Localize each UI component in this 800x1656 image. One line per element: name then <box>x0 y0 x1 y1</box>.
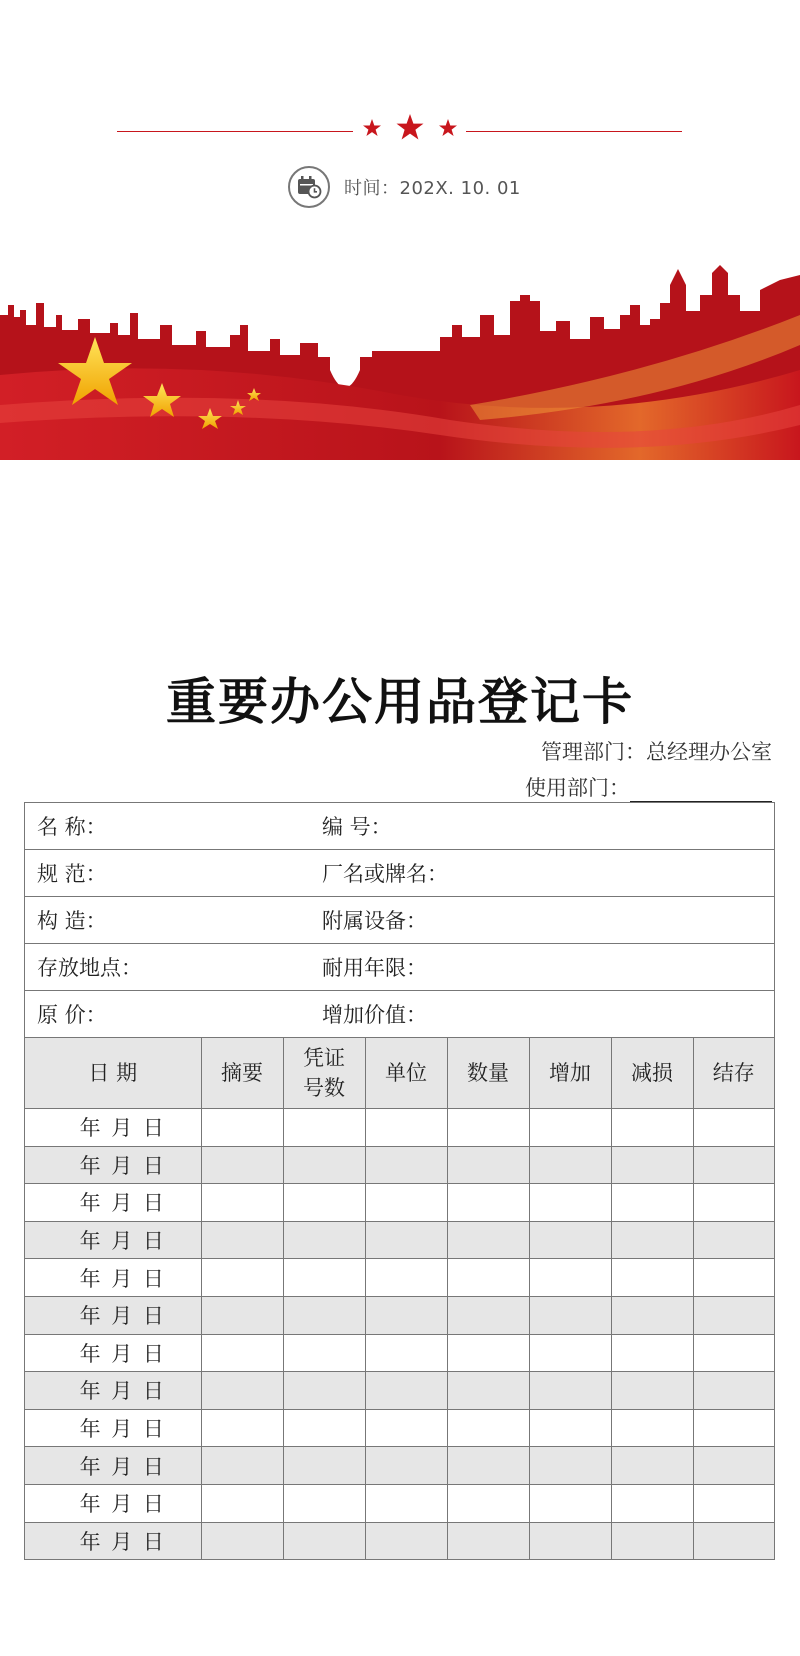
ledger-cell[interactable] <box>611 1447 693 1485</box>
date-cell[interactable]: 年 月 日 <box>25 1221 201 1259</box>
ledger-cell[interactable] <box>529 1221 611 1259</box>
table-row <box>25 1146 774 1184</box>
info-row <box>25 803 774 850</box>
table-row <box>25 1372 774 1410</box>
ledger-cell[interactable] <box>365 1184 447 1222</box>
ledger-cell[interactable] <box>529 1484 611 1522</box>
ledger-cell[interactable] <box>447 1409 529 1447</box>
ledger-cell[interactable] <box>447 1184 529 1222</box>
ledger-cell[interactable] <box>283 1146 365 1184</box>
ledger-cell[interactable] <box>283 1109 365 1147</box>
ledger-cell[interactable] <box>693 1296 774 1334</box>
table-row <box>25 1184 774 1222</box>
ledger-cell[interactable] <box>201 1484 283 1522</box>
ledger-cell[interactable] <box>283 1184 365 1222</box>
ledger-cell[interactable] <box>365 1522 447 1559</box>
ledger-cell[interactable] <box>611 1522 693 1559</box>
ledger-cell[interactable] <box>283 1447 365 1485</box>
date-cell[interactable]: 年 月 日 <box>25 1259 201 1297</box>
ledger-cell[interactable] <box>611 1146 693 1184</box>
ledger-cell[interactable] <box>201 1146 283 1184</box>
column-header-balance: 结存 <box>693 1038 774 1109</box>
user-dept-row <box>525 772 772 802</box>
table-row <box>25 1409 774 1447</box>
ledger-cell[interactable] <box>447 1522 529 1559</box>
ledger-cell[interactable] <box>447 1447 529 1485</box>
info-label: 增加价值： <box>322 1003 427 1027</box>
ledger-cell[interactable] <box>283 1334 365 1372</box>
ledger-cell[interactable] <box>447 1109 529 1147</box>
date-cell[interactable]: 年 月 日 <box>25 1409 201 1447</box>
ledger-cell[interactable] <box>693 1146 774 1184</box>
date-cell[interactable]: 年 月 日 <box>25 1184 201 1222</box>
ledger-cell[interactable] <box>693 1522 774 1559</box>
table-row <box>25 1296 774 1334</box>
ledger-cell[interactable] <box>693 1259 774 1297</box>
date-cell[interactable]: 年 月 日 <box>25 1109 201 1147</box>
ledger-cell[interactable] <box>693 1484 774 1522</box>
ledger-cell[interactable] <box>201 1522 283 1559</box>
ledger-cell[interactable] <box>611 1109 693 1147</box>
ledger-cell[interactable] <box>611 1296 693 1334</box>
ledger-cell[interactable] <box>693 1334 774 1372</box>
ledger-cell[interactable] <box>283 1522 365 1559</box>
management-dept-label: 管理部门：总经理办公室 <box>541 740 772 764</box>
ledger-cell[interactable] <box>529 1296 611 1334</box>
ledger-cell[interactable] <box>365 1334 447 1372</box>
date-cell[interactable]: 年 月 日 <box>25 1372 201 1410</box>
ledger-cell[interactable] <box>529 1522 611 1559</box>
ledger-cell[interactable] <box>693 1409 774 1447</box>
divider-line-left <box>117 131 353 132</box>
ledger-cell[interactable] <box>201 1372 283 1410</box>
ledger-cell[interactable] <box>201 1409 283 1447</box>
ledger-cell[interactable] <box>365 1221 447 1259</box>
column-header-voucher-no: 凭证 号数 <box>283 1038 365 1109</box>
ledger-cell[interactable] <box>529 1372 611 1410</box>
page-title: 重要办公用品登记卡 <box>166 672 634 731</box>
column-header-date: 日 期 <box>25 1038 201 1109</box>
star-icon <box>360 112 460 148</box>
ledger-cell[interactable] <box>529 1334 611 1372</box>
ledger-cell[interactable] <box>447 1146 529 1184</box>
info-row <box>25 850 774 897</box>
ledger-cell[interactable] <box>283 1296 365 1334</box>
ledger-cell[interactable] <box>447 1221 529 1259</box>
ledger-cell[interactable] <box>365 1296 447 1334</box>
ledger-cell[interactable] <box>693 1447 774 1485</box>
table-row <box>25 1259 774 1297</box>
user-dept-label: 使用部门： <box>525 776 630 800</box>
ledger-cell[interactable] <box>283 1409 365 1447</box>
ledger-cell[interactable] <box>201 1184 283 1222</box>
ledger-cell[interactable] <box>693 1221 774 1259</box>
ledger-cell[interactable] <box>201 1447 283 1485</box>
ledger-cell[interactable] <box>365 1146 447 1184</box>
ledger-cell[interactable] <box>693 1372 774 1410</box>
column-header-decrease: 减损 <box>611 1038 693 1109</box>
ledger-cell[interactable] <box>447 1372 529 1410</box>
ledger-cell[interactable] <box>447 1296 529 1334</box>
ledger-cell[interactable] <box>611 1334 693 1372</box>
ledger-cell[interactable] <box>611 1221 693 1259</box>
ledger-cell[interactable] <box>365 1409 447 1447</box>
info-row <box>25 991 774 1038</box>
ledger-cell[interactable] <box>529 1184 611 1222</box>
ledger-table <box>25 1038 774 1559</box>
date-cell[interactable]: 年 月 日 <box>25 1296 201 1334</box>
ledger-cell[interactable] <box>201 1259 283 1297</box>
ledger-cell[interactable] <box>201 1109 283 1147</box>
ledger-cell[interactable] <box>611 1409 693 1447</box>
ledger-cell[interactable] <box>611 1259 693 1297</box>
table-row <box>25 1522 774 1559</box>
ledger-cell[interactable] <box>283 1259 365 1297</box>
table-row <box>25 1334 774 1372</box>
info-label: 规 范： <box>37 862 107 886</box>
ledger-cell[interactable] <box>365 1372 447 1410</box>
ledger-cell[interactable] <box>201 1296 283 1334</box>
ledger-cell[interactable] <box>365 1259 447 1297</box>
info-label: 名 称： <box>37 815 107 839</box>
column-header-summary: 摘要 <box>201 1038 283 1109</box>
date-cell[interactable]: 年 月 日 <box>25 1447 201 1485</box>
divider-line-right <box>466 131 682 132</box>
info-label: 附属设备： <box>322 909 427 933</box>
table-row <box>25 1447 774 1485</box>
date-cell[interactable]: 年 月 日 <box>25 1334 201 1372</box>
info-label: 耐用年限： <box>322 956 427 980</box>
registration-form <box>24 802 775 1560</box>
info-label: 构 造： <box>37 909 107 933</box>
ledger-cell[interactable] <box>611 1184 693 1222</box>
ledger-cell[interactable] <box>529 1447 611 1485</box>
ledger-cell[interactable] <box>529 1109 611 1147</box>
table-row <box>25 1109 774 1147</box>
ledger-cell[interactable] <box>283 1484 365 1522</box>
ledger-cell[interactable] <box>611 1372 693 1410</box>
info-label: 原 价： <box>37 1003 107 1027</box>
ledger-cell[interactable] <box>693 1184 774 1222</box>
date-cell[interactable]: 年 月 日 <box>25 1146 201 1184</box>
ledger-cell[interactable] <box>365 1109 447 1147</box>
ledger-cell[interactable] <box>529 1259 611 1297</box>
date-label: 时间：202X. 10. 01 <box>344 178 521 199</box>
info-label: 厂名或牌名： <box>322 862 448 886</box>
table-row <box>25 1221 774 1259</box>
ledger-cell[interactable] <box>365 1447 447 1485</box>
page-header <box>0 0 800 620</box>
city-skyline-banner <box>0 255 800 460</box>
column-header-quantity: 数量 <box>447 1038 529 1109</box>
date-row <box>288 164 521 210</box>
info-label: 编 号： <box>322 815 392 839</box>
user-dept-blank[interactable] <box>630 781 772 802</box>
ledger-cell[interactable] <box>529 1409 611 1447</box>
calendar-clock-icon <box>288 166 330 208</box>
ledger-cell[interactable] <box>283 1372 365 1410</box>
ledger-cell[interactable] <box>201 1221 283 1259</box>
info-row <box>25 944 774 991</box>
ledger-cell[interactable] <box>447 1259 529 1297</box>
info-row <box>25 897 774 944</box>
column-header-increase: 增加 <box>529 1038 611 1109</box>
column-header-unit: 单位 <box>365 1038 447 1109</box>
ledger-header-row <box>25 1038 774 1109</box>
table-row <box>25 1484 774 1522</box>
ledger-cell[interactable] <box>365 1484 447 1522</box>
ledger-cell[interactable] <box>693 1109 774 1147</box>
ledger-cell[interactable] <box>447 1334 529 1372</box>
ledger-cell[interactable] <box>447 1484 529 1522</box>
ledger-cell[interactable] <box>283 1221 365 1259</box>
date-cell[interactable]: 年 月 日 <box>25 1484 201 1522</box>
date-cell[interactable]: 年 月 日 <box>25 1522 201 1559</box>
ledger-cell[interactable] <box>529 1146 611 1184</box>
ledger-cell[interactable] <box>201 1334 283 1372</box>
ledger-cell[interactable] <box>611 1484 693 1522</box>
info-label: 存放地点： <box>37 956 142 980</box>
